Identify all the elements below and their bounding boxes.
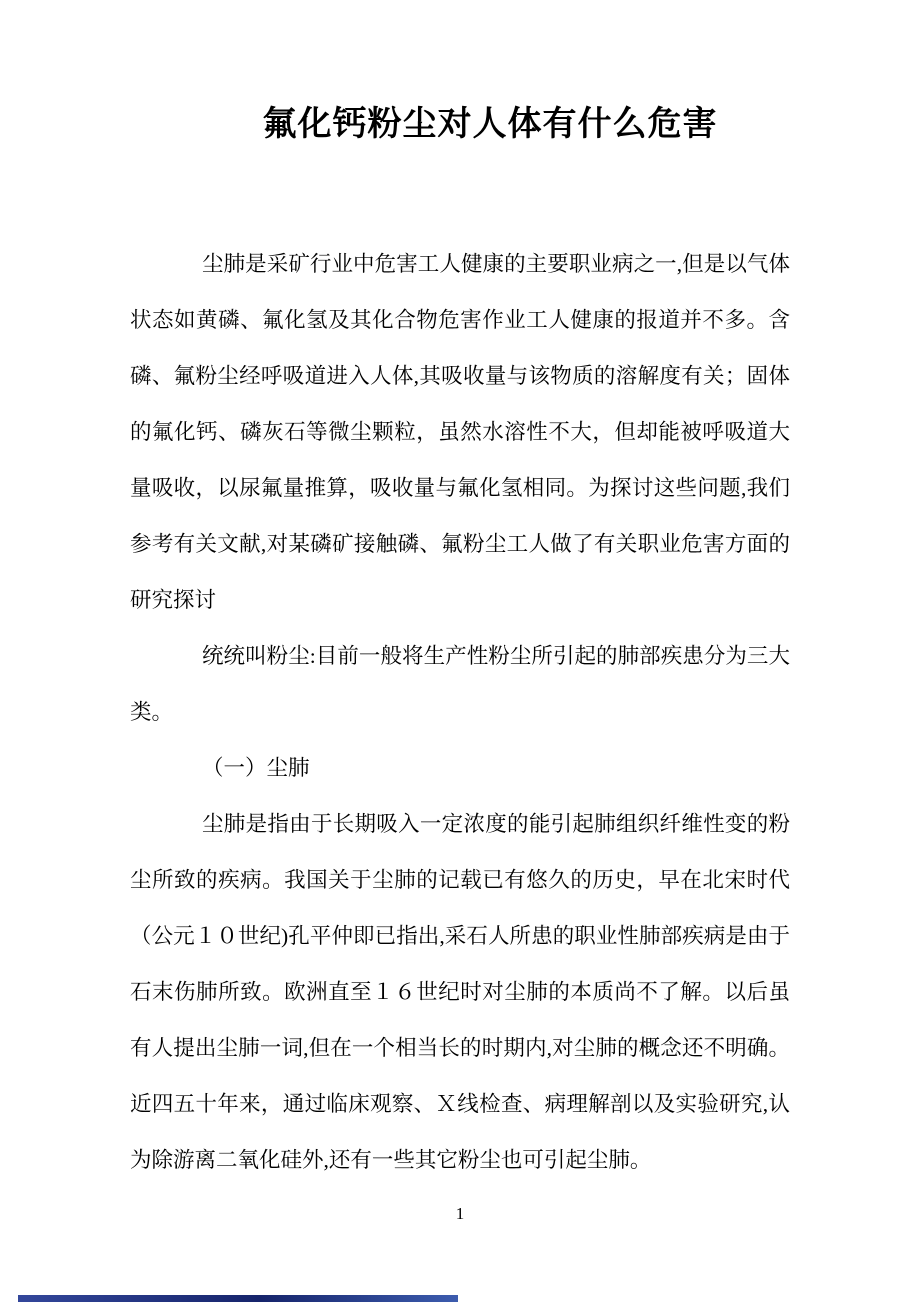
paragraph-dust-classification: 统统叫粉尘:目前一般将生产性粉尘所引起的肺部疾患分为三大类。 bbox=[130, 644, 790, 724]
bottom-accent-bar bbox=[18, 1295, 458, 1302]
page-number: 1 bbox=[455, 1204, 465, 1223]
document-body bbox=[130, 236, 790, 1188]
paragraph-section-heading-pneumoconiosis: （一）尘肺 bbox=[202, 756, 310, 780]
paragraph-pneumoconiosis-history: 尘肺是指由于长期吸入一定浓度的能引起肺组织纤维性变的粉尘所致的疾病。我国关于尘肺的记载已有悠久的历史，早在北宋时代（公元１０世纪)孔平仲即已指出,采石人所患的职业性肺部疾病是由于石末伤肺所致。欧洲直至１６世纪时对尘肺的本质尚不了解。以后虽有人提出尘肺一词,但在一个相当长的时期内,对尘肺的概念还不明确。近四五十年来，通过临床观察、Ｘ线检查、病理解剖以及实验研究,认为除游离二氧化硅外,还有一些其它粉尘也可引起尘肺。 bbox=[130, 812, 790, 1172]
document-title: 氟化钙粉尘对人体有什么危害 bbox=[262, 106, 718, 143]
paragraph-intro: 尘肺是采矿行业中危害工人健康的主要职业病之一,但是以气体状态如黄磷、氟化氢及其化合物危害作业工人健康的报道并不多。含磷、氟粉尘经呼吸道进入人体,其吸收量与该物质的溶解度有关；固体的氟化钙、磷灰石等微尘颗粒，虽然水溶性不大，但却能被呼吸道大量吸收，以尿氟量推算，吸收量与氟化氢相同。为探讨这些问题,我们参考有关文献,对某磷矿接触磷、氟粉尘工人做了有关职业危害方面的研究探讨 bbox=[130, 252, 790, 612]
